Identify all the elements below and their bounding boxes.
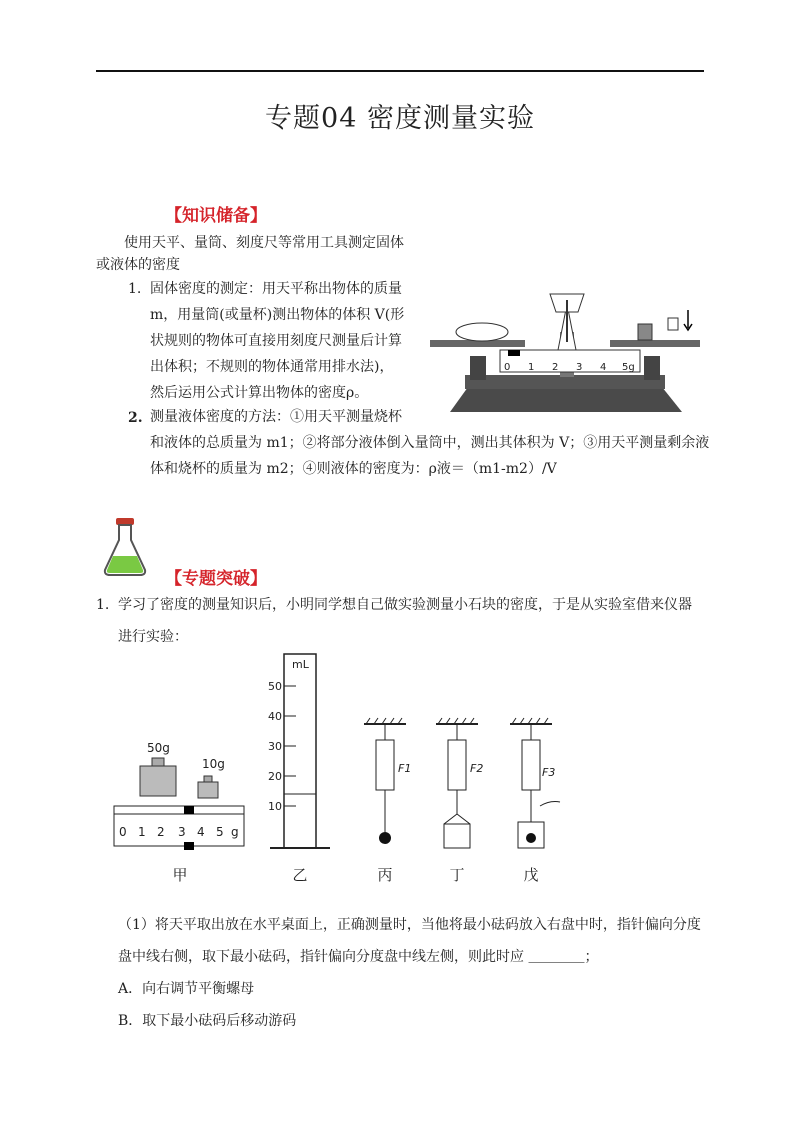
cylinder-tick: 20 xyxy=(268,770,282,783)
cylinder-unit: mL xyxy=(292,658,309,671)
item1-line: 状规则的物体可直接用刻度尺测量后计算 xyxy=(150,333,402,349)
sub1-line-1: （1）将天平取出放在水平桌面上，正确测量时，当他将最小砝码放入右盘中时，指针偏向分度 xyxy=(118,917,701,933)
q1-line-2: 进行实验： xyxy=(118,629,188,645)
ruler-tick: 4 xyxy=(197,825,205,839)
figure-label: 戊 xyxy=(523,866,539,884)
intro-line-2: 或液体的密度 xyxy=(96,257,180,273)
force-label: F1 xyxy=(398,762,412,775)
figure-label: 乙 xyxy=(292,866,308,884)
scale-ruler-tick: 1 xyxy=(528,362,535,373)
balance-scale-illustration xyxy=(430,282,700,414)
cylinder-tick: 50 xyxy=(268,680,282,693)
item2-line: 体和烧杯的质量为 m2；④则液体的密度为：ρ液＝（m1-m2）/V xyxy=(150,461,557,477)
weights-ruler-diagram xyxy=(114,741,244,850)
flask-icon xyxy=(100,516,150,578)
figure-label: 丁 xyxy=(449,866,465,884)
force-label: F3 xyxy=(542,766,556,779)
item1-line: 出体积；不规则的物体通常用排水法)， xyxy=(150,359,394,375)
scale-ruler-tick: 3 xyxy=(576,362,583,373)
knowledge-heading: 【知识储备】 xyxy=(165,206,267,226)
force-label: F2 xyxy=(470,762,484,775)
figure-label: 甲 xyxy=(172,866,188,884)
item1-line: 然后运用公式计算出物体的密度ρ。 xyxy=(150,385,369,401)
weight-50g-label: 50g xyxy=(147,741,170,755)
q1-line-1: 学习了密度的测量知识后，小明同学想自己做实验测量小石块的密度，于是从实验室借来仪器 xyxy=(118,597,692,613)
top-rule xyxy=(96,70,704,72)
option-a: A．向右调节平衡螺母 xyxy=(118,981,255,997)
scale-ruler-tick: 2 xyxy=(552,362,559,373)
figure-label: 丙 xyxy=(377,866,393,884)
option-b: B．取下最小砝码后移动游码 xyxy=(118,1013,297,1029)
item2-line: 测量液体密度的方法：①用天平测量烧杯 xyxy=(150,409,402,425)
spring-scale-immersed xyxy=(510,718,560,848)
item1-number: 1. xyxy=(128,281,142,297)
item1-text xyxy=(150,276,430,406)
graduated-cylinder xyxy=(268,654,330,848)
cylinder-tick: 40 xyxy=(268,710,282,723)
scale-ruler-tick: 5g xyxy=(622,362,635,373)
experiment-figure xyxy=(100,646,700,896)
item2-number: 2. xyxy=(128,410,143,426)
ruler-tick: 3 xyxy=(178,825,186,839)
q1-number: 1. xyxy=(96,597,110,613)
ruler-tick: 5 xyxy=(216,825,224,839)
spring-scale-beaker xyxy=(436,718,483,848)
item2-text xyxy=(150,404,720,482)
sub1-line-2: 盘中线右侧，取下最小砝码，指针偏向分度盘中线左侧，则此时应 ＿＿＿＿； xyxy=(118,949,599,965)
item1-line: m，用量筒(或量杯)测出物体的体积 V(形 xyxy=(150,307,405,323)
ruler-tick: g xyxy=(231,825,239,839)
ruler-tick: 0 xyxy=(119,825,127,839)
item1-line: 固体密度的测定：用天平称出物体的质量 xyxy=(150,281,402,297)
page-title: 专题04 密度测量实验 xyxy=(265,103,535,134)
scale-ruler-tick: 4 xyxy=(600,362,607,373)
cylinder-tick: 30 xyxy=(268,740,282,753)
intro-line-1: 使用天平、量筒、刻度尺等常用工具测定固体 xyxy=(124,235,404,251)
ruler-tick: 2 xyxy=(157,825,165,839)
breakthrough-heading: 【专题突破】 xyxy=(165,569,267,589)
weight-10g-label: 10g xyxy=(202,757,225,771)
ruler-tick: 1 xyxy=(138,825,146,839)
scale-ruler-tick: 0 xyxy=(504,362,511,373)
spring-scale-air xyxy=(364,718,411,844)
cylinder-tick: 10 xyxy=(268,800,282,813)
item2-line: 和液体的总质量为 m1；②将部分液体倒入量筒中，测出其体积为 V；③用天平测量剩余液 xyxy=(150,435,710,451)
